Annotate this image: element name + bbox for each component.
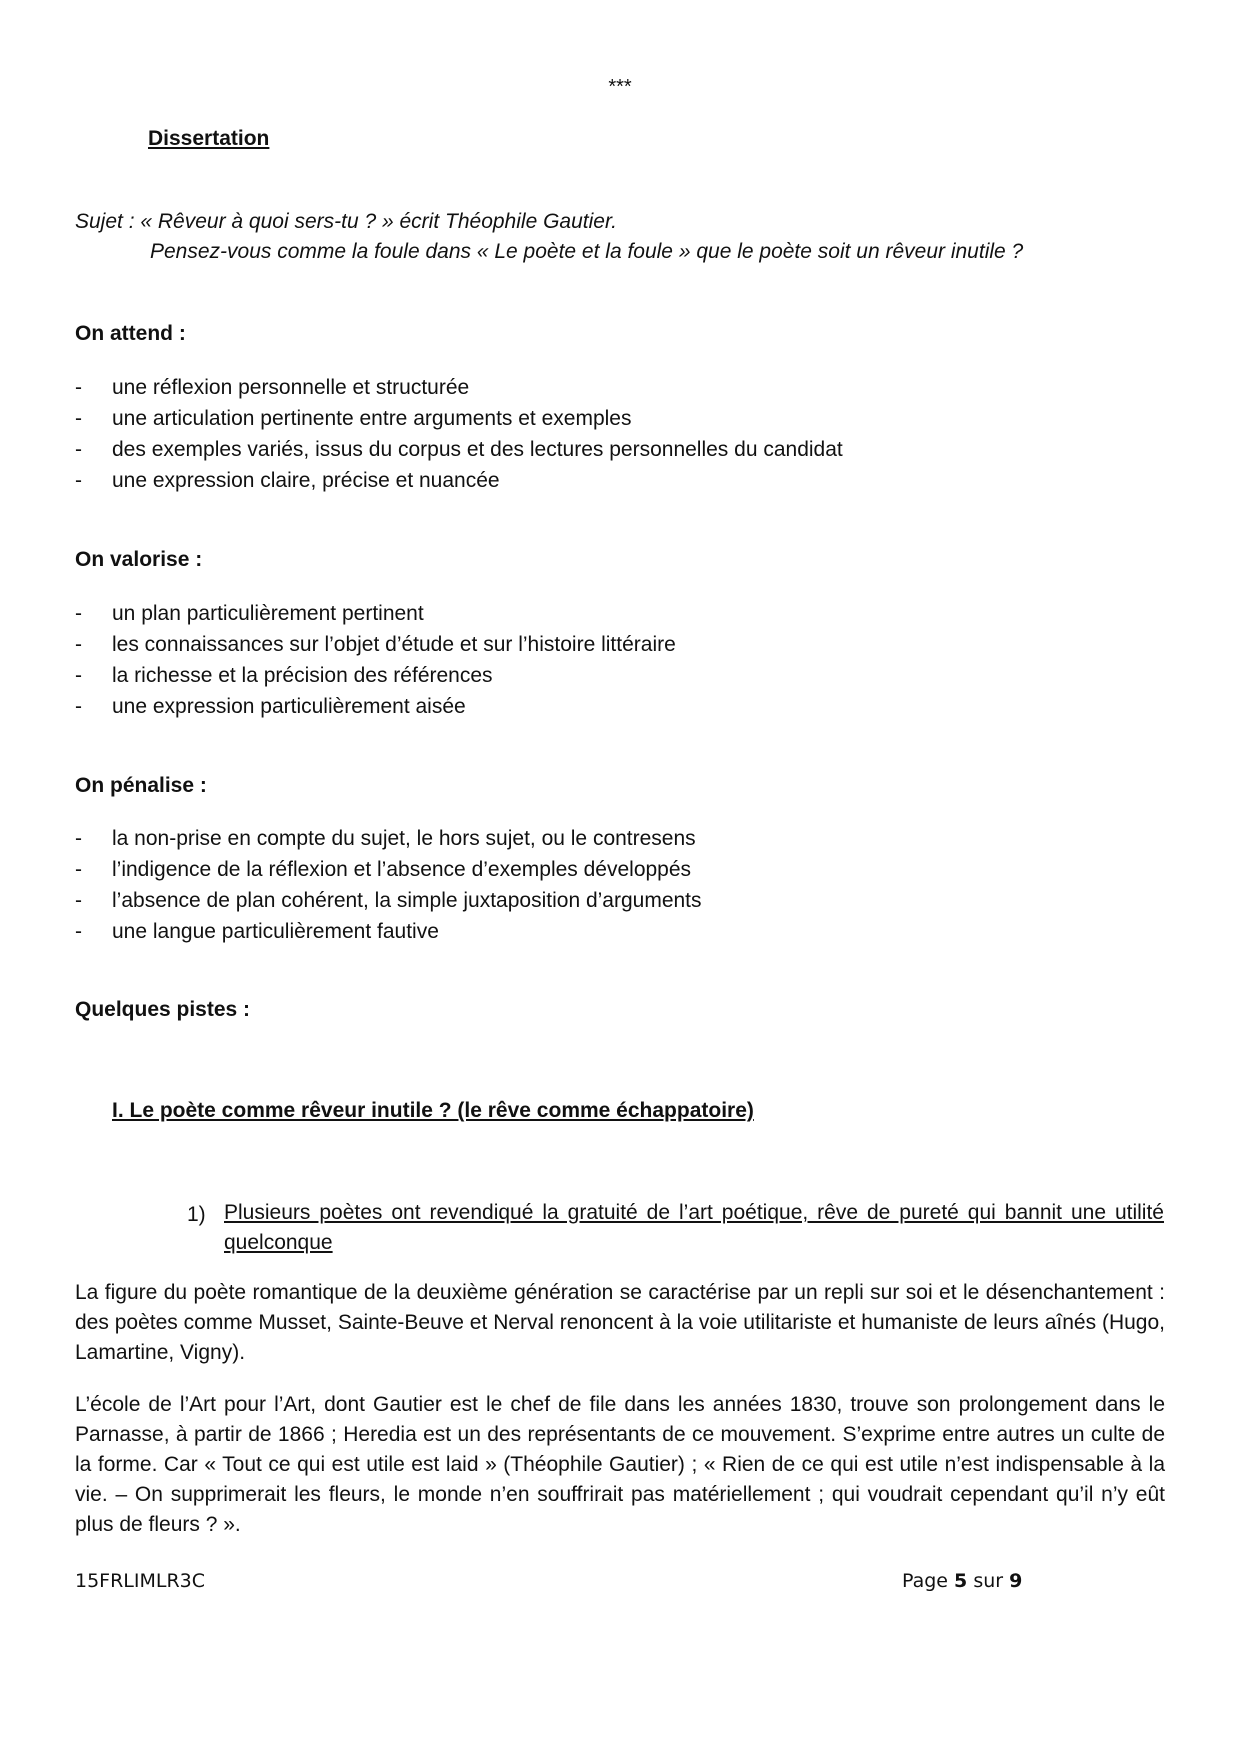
list-item — [75, 632, 676, 663]
list-item-text: la richesse et la précision des références — [112, 664, 493, 687]
list-item — [75, 857, 702, 888]
sujet-line-2: Pensez-vous comme la foule dans « Le poète et la foule » que le poète soit un rêveur inutile ? — [150, 240, 1024, 263]
list-item — [75, 919, 702, 950]
dash-bullet: - — [75, 695, 82, 718]
list-item-text: la non-prise en compte du sujet, le hors sujet, ou le contresens — [112, 827, 696, 850]
heading-on-attend: On attend : — [75, 322, 186, 345]
heading-on-penalise: On pénalise : — [75, 774, 207, 797]
subsection-number: 1) — [187, 1203, 206, 1226]
list-item — [75, 663, 676, 694]
page-separator: sur — [973, 1570, 1004, 1592]
list-item — [75, 437, 843, 468]
dash-bullet: - — [75, 858, 82, 881]
page-current: 5 — [954, 1570, 968, 1592]
list-item-text: une expression particulièrement aisée — [112, 695, 466, 718]
heading-on-valorise: On valorise : — [75, 548, 203, 571]
part-title-1: I. Le poète comme rêveur inutile ? (le rêve comme échappatoire) — [112, 1099, 754, 1122]
dash-bullet: - — [75, 376, 82, 399]
list-item — [75, 826, 702, 857]
list-item — [75, 468, 843, 499]
list-item-text: l’indigence de la réflexion et l’absence d’exemples développés — [112, 858, 692, 881]
document-code: 15FRLIMLR3C — [75, 1570, 206, 1592]
list-item — [75, 601, 676, 632]
sujet-line-1: Sujet : « Rêveur à quoi sers-tu ? » écrit Théophile Gautier. — [75, 210, 618, 233]
paragraph-2: L’école de l’Art pour l’Art, dont Gautier est le chef de file dans les années 1830, trouve son prolongement dans le Parnasse, à partir de 1866 ; Heredia est un des représentants de ce mouvement. S’exprime entre autres un culte de la forme. Car « Tout ce qui est utile est laid » (Théophile Gautier) ; « Rien de ce qui est utile n’est indispensable à la vie. – On supprimerait les fleurs, le monde n’en souffrirait pas matériellement ; qui voudrait cependant qu’il n’y eût plus de fleurs ? ». — [75, 1393, 1165, 1536]
paragraph-1: La figure du poète romantique de la deuxième génération se caractérise par un repli sur soi et le désenchantement : des poètes comme Musset, Sainte-Beuve et Nerval renoncent à la voie utilitariste et humaniste de leurs aînés (Hugo, Lamartine, Vigny). — [75, 1281, 1165, 1364]
list-item-text: une articulation pertinente entre arguments et exemples — [112, 407, 632, 430]
separator-stars: *** — [608, 76, 632, 98]
list-item-text: les connaissances sur l’objet d’étude et sur l’histoire littéraire — [112, 633, 676, 656]
list-item — [75, 375, 843, 406]
dash-bullet: - — [75, 633, 82, 656]
list-item — [75, 888, 702, 919]
list-item — [75, 406, 843, 437]
list-item-text: une langue particulièrement fautive — [112, 920, 439, 943]
dash-bullet: - — [75, 602, 82, 625]
dash-bullet: - — [75, 827, 82, 850]
page-number — [902, 1570, 1022, 1592]
section-title-dissertation: Dissertation — [148, 127, 270, 150]
dash-bullet: - — [75, 438, 82, 461]
page-label: Page — [902, 1570, 948, 1592]
list-on-valorise — [75, 601, 676, 725]
dash-bullet: - — [75, 920, 82, 943]
page-total: 9 — [1009, 1570, 1023, 1592]
dash-bullet: - — [75, 469, 82, 492]
list-on-attend — [75, 375, 843, 499]
heading-quelques-pistes: Quelques pistes : — [75, 998, 251, 1021]
list-item-text: un plan particulièrement pertinent — [112, 602, 424, 625]
list-on-penalise — [75, 826, 702, 950]
list-item — [75, 694, 676, 725]
subsection-title: Plusieurs poètes ont revendiqué la gratuité de l’art poétique, rêve de pureté qui bannit une utilité quelconque — [224, 1201, 1164, 1254]
list-item-text: une réflexion personnelle et structurée — [112, 376, 470, 399]
dash-bullet: - — [75, 664, 82, 687]
list-item-text: une expression claire, précise et nuancée — [112, 469, 500, 492]
dash-bullet: - — [75, 889, 82, 912]
list-item-text: l’absence de plan cohérent, la simple juxtaposition d’arguments — [112, 889, 702, 912]
list-item-text: des exemples variés, issus du corpus et des lectures personnelles du candidat — [112, 438, 843, 461]
dash-bullet: - — [75, 407, 82, 430]
